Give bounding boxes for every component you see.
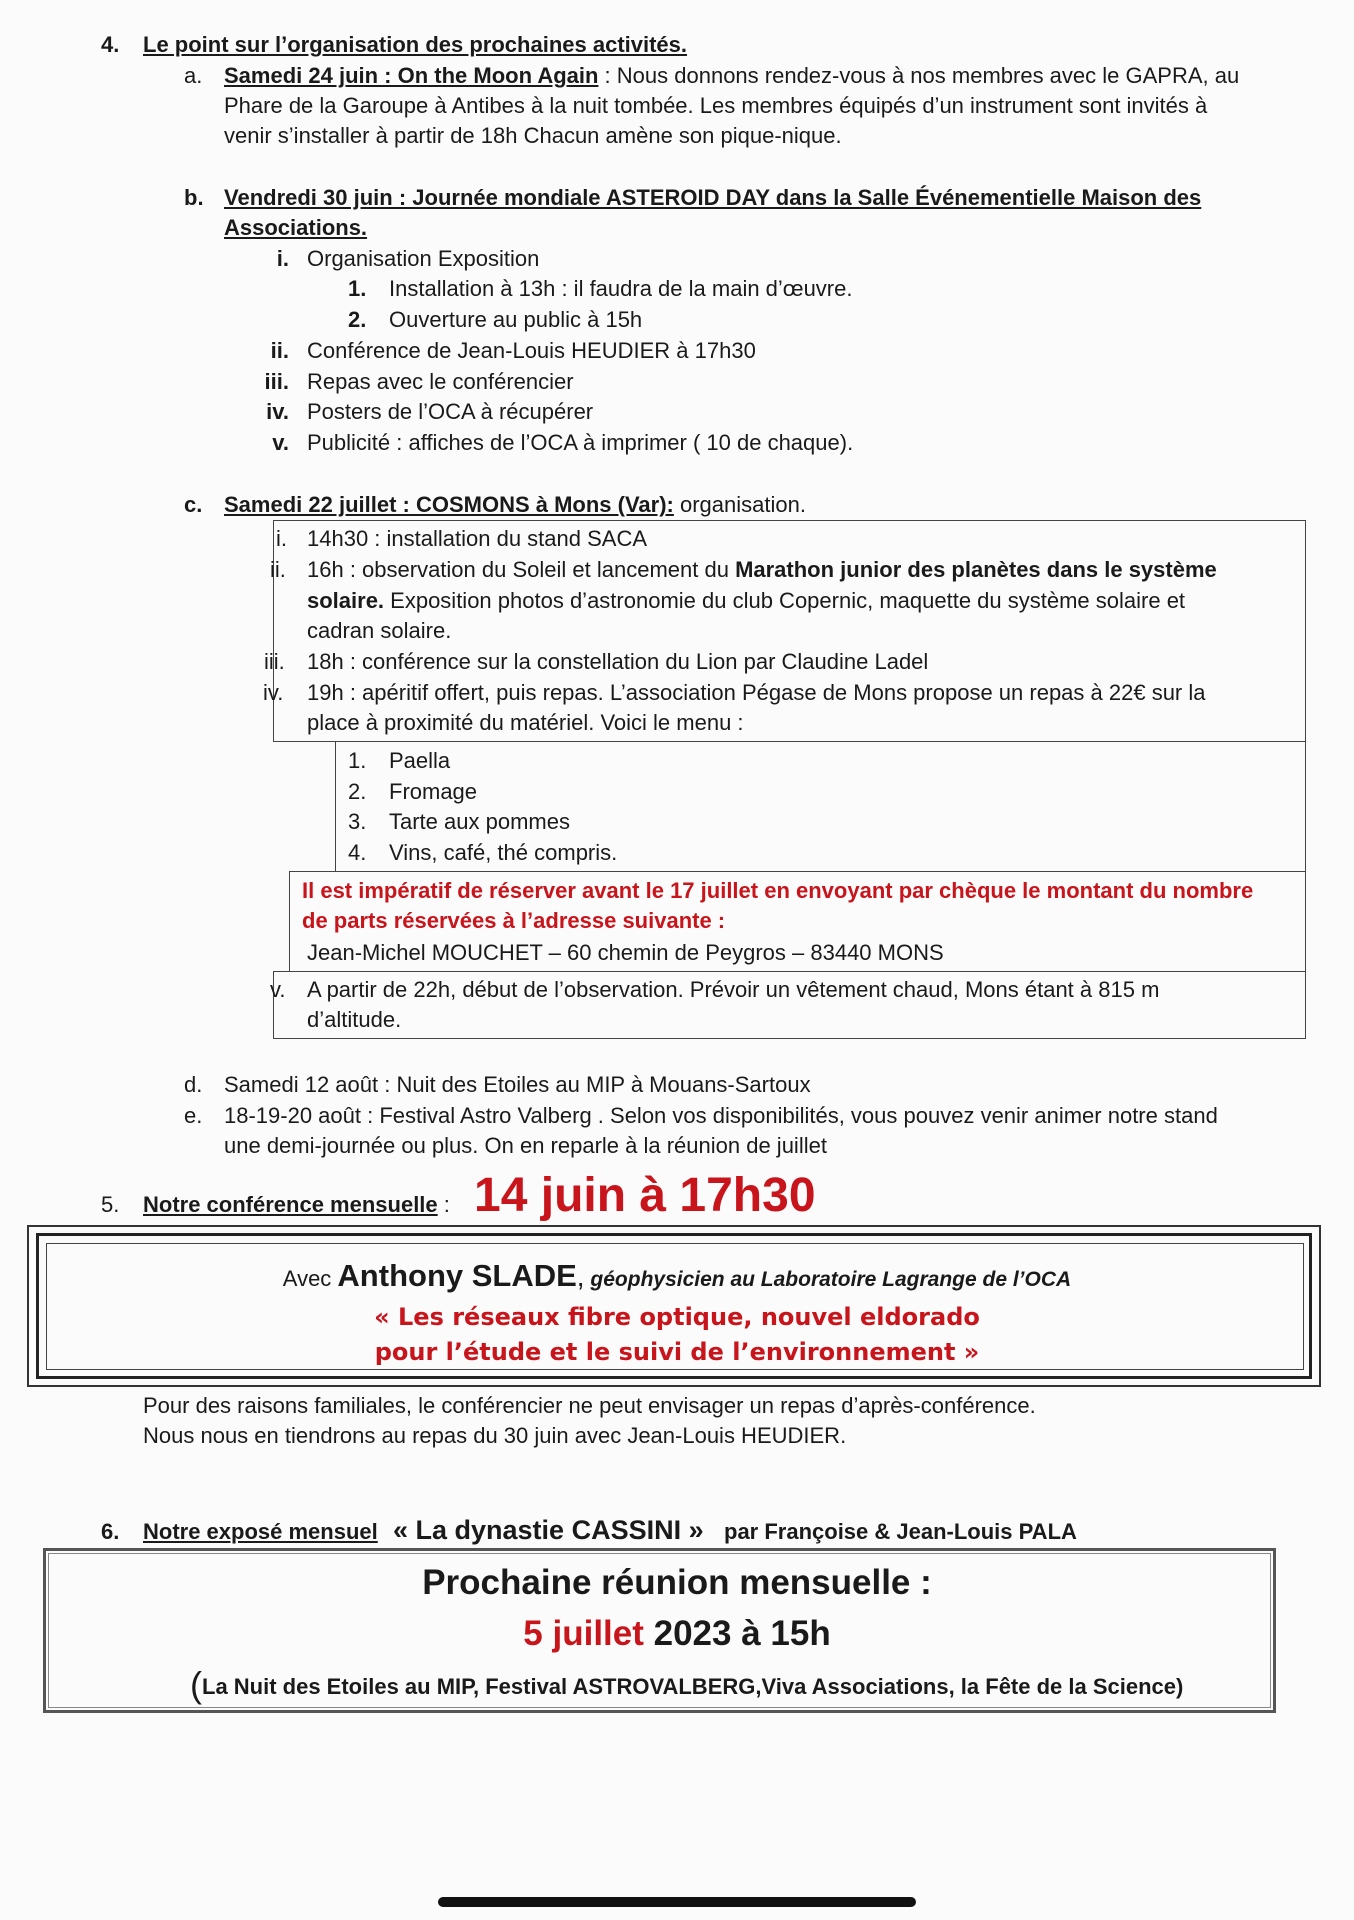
item-d-text: Samedi 12 août : Nuit des Etoiles au MIP à Mouans-Sartoux: [224, 1072, 811, 1097]
section-6-speakers: par Françoise & Jean-Louis PALA: [724, 1519, 1077, 1544]
c-sub-text: place à proximité du matériel. Voici le menu :: [307, 710, 744, 735]
b-sub-text: Publicité : affiches de l’OCA à imprimer ( 10 de chaque).: [307, 430, 854, 455]
c-sub-text: [307, 555, 1217, 585]
conference-note-line1: Pour des raisons familiales, le conférencier ne peut envisager un repas d’après-conférence.: [143, 1393, 1036, 1418]
section-6-title: Notre exposé mensuel: [143, 1519, 378, 1544]
b-sub-text: Installation à 13h : il faudra de la main d’œuvre.: [389, 276, 853, 301]
item-e-line1: 18-19-20 août : Festival Astro Valberg . Selon vos disponibilités, vous pouvez venir animer notre stand: [224, 1103, 1218, 1128]
section-4-title: Le point sur l’organisation des prochaines activités.: [143, 32, 688, 57]
section-5-colon: :: [437, 1192, 450, 1217]
menu-item: Tarte aux pommes: [389, 809, 570, 834]
item-e-line2: une demi-journée ou plus. On en reparle à la réunion de juillet: [224, 1133, 827, 1158]
speaker-role: géophysicien au Laboratoire Lagrange de l’OCA: [584, 1268, 1072, 1291]
b-sub-text: Posters de l’OCA à récupérer: [307, 399, 594, 424]
next-meeting-heading: Prochaine réunion mensuelle :: [422, 1563, 932, 1602]
menu-marker: 2.: [348, 779, 367, 804]
b-sub-marker: v.: [272, 430, 289, 455]
speaker-prefix: Avec: [282, 1266, 338, 1291]
b-sub-text: Conférence de Jean-Louis HEUDIER à 17h30: [307, 338, 756, 363]
section-6-number: 6.: [101, 1519, 120, 1544]
b-sub-marker: ii.: [270, 338, 289, 363]
reserve-address: Jean-Michel MOUCHET – 60 chemin de Peygros – 83440 MONS: [307, 940, 944, 965]
speaker-line: [0, 1256, 1354, 1300]
c-sub-marker: ii.: [270, 557, 286, 582]
next-meeting-topics: [190, 1663, 1183, 1709]
section-5-title: Notre conférence mensuelle: [143, 1192, 438, 1217]
item-c-heading: Samedi 22 juillet : COSMONS à Mons (Var):: [224, 492, 674, 517]
item-b-marker: b.: [184, 185, 204, 210]
c-sub-marker: v.: [270, 977, 286, 1002]
speaker-name: Anthony SLADE: [337, 1258, 577, 1293]
menu-item: Fromage: [389, 779, 478, 804]
b-sub-text: Organisation Exposition: [307, 246, 540, 271]
item-a-line2: Phare de la Garoupe à Antibes à la nuit tombée. Les membres équipés d’un instrument sont invités à: [224, 93, 1208, 118]
section-6-talk: « La dynastie CASSINI »: [393, 1515, 704, 1545]
c-sub-marker: i.: [276, 526, 287, 551]
home-indicator[interactable]: [438, 1897, 916, 1907]
c-sub-text: [307, 586, 1185, 616]
item-c-heading-line: [224, 490, 806, 520]
next-meeting-paren: (: [190, 1664, 202, 1705]
conference-date: 14 juin à 17h30: [474, 1169, 816, 1222]
item-a-marker: a.: [184, 63, 203, 88]
c-sub-text: 14h30 : installation du stand SACA: [307, 526, 648, 551]
menu-item: Vins, café, thé compris.: [389, 840, 618, 865]
menu-marker: 3.: [348, 809, 367, 834]
reserve-notice-line1: Il est impératif de réserver avant le 17 juillet en envoyant par chèque le montant du nombre: [302, 878, 1254, 903]
item-a-line1: [224, 61, 1239, 91]
b-sub-marker: i.: [276, 246, 289, 271]
c-sub-marker: iv.: [263, 680, 284, 705]
c-sub-text: 19h : apéritif offert, puis repas. L’association Pégase de Mons propose un repas à 22€ sur la: [307, 680, 1206, 705]
b-sub-marker: 1.: [348, 276, 367, 301]
talk-title-line2: pour l’étude et le suivi de l’environnement »: [374, 1338, 980, 1366]
item-d-marker: d.: [184, 1072, 203, 1097]
c-sub-text: A partir de 22h, début de l’observation. Prévoir un vêtement chaud, Mons étant à 815 m: [307, 977, 1160, 1002]
c-sub-text: cadran solaire.: [307, 618, 452, 643]
next-meeting-topics-text: La Nuit des Etoiles au MIP, Festival ASTROVALBERG,Viva Associations, la Fête de la Science): [202, 1674, 1184, 1699]
b-sub-marker: iv.: [266, 399, 289, 424]
b-sub-text: Ouverture au public à 15h: [389, 307, 643, 332]
c-ii-text1: 16h : observation du Soleil et lancement du: [307, 557, 736, 582]
menu-item: Paella: [389, 748, 451, 773]
b-sub-marker: iii.: [264, 369, 289, 394]
item-a-line3: venir s’installer à partir de 18h Chacun amène son pique-nique.: [224, 123, 842, 148]
c-sub-text: 18h : conférence sur la constellation du Lion par Claudine Ladel: [307, 649, 929, 674]
item-a-heading: Samedi 24 juin : On the Moon Again: [224, 63, 599, 88]
reserve-notice-line2: de parts réservées à l’adresse suivante :: [302, 908, 726, 933]
next-meeting-date-rest: 2023 à 15h: [643, 1614, 831, 1653]
speaker-comma: ,: [576, 1261, 585, 1292]
item-a-sep: :: [598, 63, 617, 88]
item-b-heading-line1: Vendredi 30 juin : Journée mondiale ASTEROID DAY dans la Salle Événementielle Maison des: [224, 185, 1202, 210]
menu-marker: 4.: [348, 840, 367, 865]
section-5-title-line: [143, 1190, 450, 1220]
section-5-number: 5.: [101, 1192, 120, 1217]
menu-marker: 1.: [348, 748, 367, 773]
item-c-suffix: organisation.: [673, 492, 806, 517]
item-a-text1: Nous donnons rendez-vous à nos membres avec le GAPRA, au: [616, 63, 1240, 88]
c-ii-bold2: solaire.: [307, 588, 385, 613]
item-e-marker: e.: [184, 1103, 203, 1128]
c-sub-text: d’altitude.: [307, 1007, 402, 1032]
talk-title-line1: « Les réseaux fibre optique, nouvel eldorado: [374, 1303, 980, 1331]
next-meeting-date-day: 5 juillet: [523, 1614, 644, 1653]
conference-note-line2: Nous nous en tiendrons au repas du 30 juin avec Jean-Louis HEUDIER.: [143, 1423, 847, 1448]
item-b-heading-line2: Associations.: [224, 215, 368, 240]
section-4-number: 4.: [101, 32, 120, 57]
next-meeting-date: [0, 1611, 1354, 1657]
c-ii-bold1: Marathon junior des planètes dans le système: [735, 557, 1217, 582]
item-c-marker: c.: [184, 492, 203, 517]
b-sub-marker: 2.: [348, 307, 367, 332]
c-ii-text2: Exposition photos d’astronomie du club Copernic, maquette du système solaire et: [384, 588, 1186, 613]
b-sub-text: Repas avec le conférencier: [307, 369, 574, 394]
c-sub-marker: iii.: [264, 649, 285, 674]
